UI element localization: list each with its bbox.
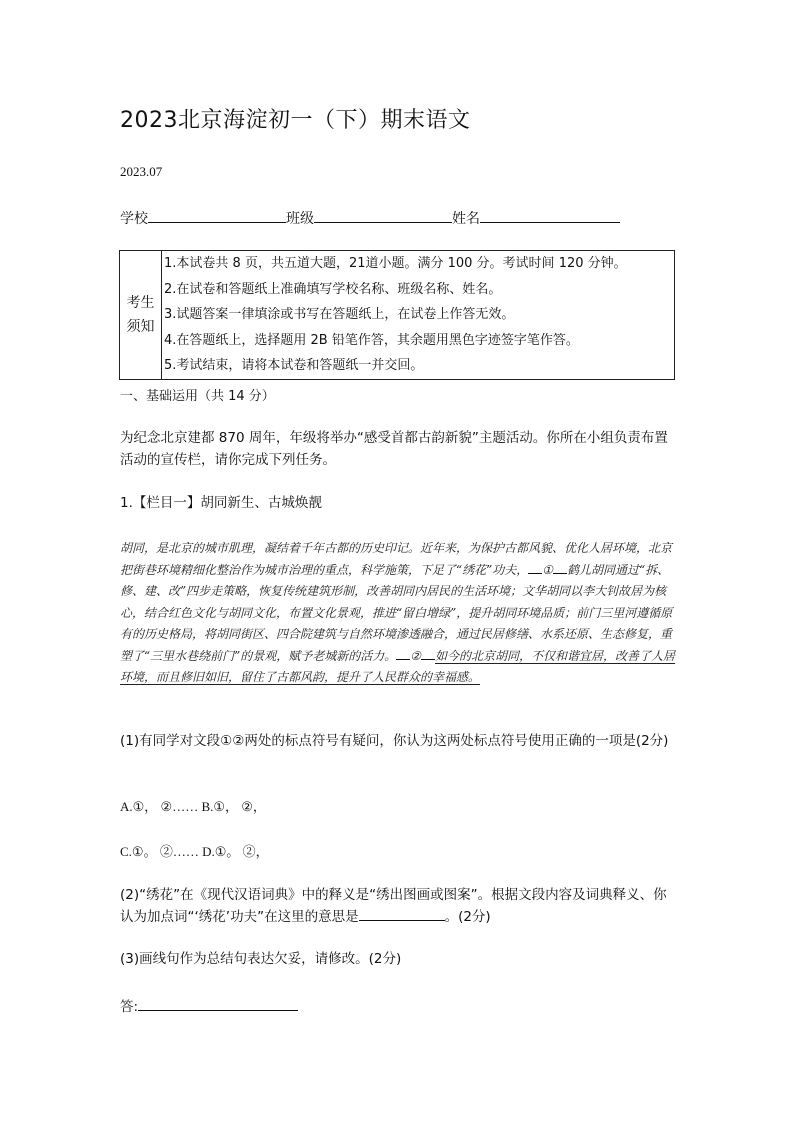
passage-mark-2: ②: [410, 648, 422, 663]
name-blank[interactable]: [480, 208, 620, 223]
notice-label: [120, 251, 162, 379]
question-1-2-text: (2)“绣花”在《现代汉语词典》中的释义是“绣出图画或图案”。根据文段内容及词典释义、你认为加点词“‘绣花’功夫”在这里的意思是: [120, 887, 667, 925]
question-1-1: (1)有同学对文段①②两处的标点符号有疑问，你认为这两处标点符号使用正确的一项是(2分): [120, 733, 669, 749]
punct-blank-2b: [421, 647, 435, 660]
notice-item: 4.在答题纸上，选择题用 2B 铅笔作答，其余题用黑色字迹签字笔作答。: [164, 332, 579, 348]
reading-passage: [120, 538, 680, 689]
underlined-sentence: 如今的北京胡同，不仅和谐宜居，改善了人居环境，而且修旧如旧，留住了古都风韵，提升了人民群众的幸福感。: [120, 648, 676, 684]
question-1-title: 1.【栏目一】胡同新生、古城焕靓: [120, 495, 322, 511]
answer-label: 答:: [120, 999, 139, 1015]
class-label: 班级: [286, 211, 314, 227]
exam-date: 2023.07: [120, 164, 163, 179]
page-title: 2023北京海淀初一（下）期末语文: [120, 108, 471, 133]
question-1-2: [120, 884, 680, 928]
punct-blank-2: [396, 647, 410, 660]
question-1-2-score: 。(2分): [444, 909, 491, 925]
name-label: 姓名: [452, 211, 480, 227]
notice-item: 3.试题答案一律填涂或书写在答题纸上，在试卷上作答无效。: [164, 307, 515, 323]
school-blank[interactable]: [148, 208, 286, 223]
notice-item: 5.考试结束，请将本试卷和答题纸一并交回。: [164, 358, 424, 374]
answer-line-1-3[interactable]: [138, 996, 298, 1011]
passage-part2: 鹤儿胡同通过“拆、修、建、改”四步走策略，恢复传统建筑形制，改善胡同内居民的生活环境；文华胡同以李大钊故居为核心，结合红色文化与胡同文化，布置文化景观，推进“留白增绿”，提升胡同环境品质；前门三里河遵循原有的历史格局，将胡同街区、四合院建筑与自然环境渗透融合，通过民居修缮、水系还原、生态修复，重塑了“三里水巷绕前门”的景观，赋予老城新的活力。: [120, 562, 673, 663]
answer-row: [120, 996, 680, 1018]
answer-blank-1-2[interactable]: [359, 908, 445, 921]
school-label: 学校: [120, 211, 148, 227]
notice-items: [162, 251, 674, 379]
punct-blank-1b: [553, 561, 567, 574]
notice-item: 1.本试卷共 8 页，共五道大题，21道小题。满分 100 分。考试时间 120 分钟。: [164, 256, 627, 271]
passage-part1: 胡同，是北京的城市肌理，凝结着千年古都的历史印记。近年来，为保护古都风貌、优化人居环境，北京把街巷环境精细化整治作为城市治理的重点，科学施策，下足了“绣花”功夫，: [120, 541, 673, 577]
passage-mark-1: ①: [542, 562, 554, 577]
question-1-3: (3)画线句作为总结句表达欠妥，请修改。(2分): [120, 951, 402, 967]
class-blank[interactable]: [314, 208, 452, 223]
section-heading: 一、基础运用（共 14 分）: [120, 389, 275, 404]
notice-label-line2: 须知: [126, 319, 155, 335]
exam-notice-box: [119, 250, 675, 380]
notice-label-line1: 考生: [126, 295, 155, 311]
student-info-fields: [120, 208, 620, 228]
punct-blank-1: [528, 561, 542, 574]
options-a-b: A.①， ②…… B.①， ②，: [120, 799, 266, 814]
options-c-d: C.①。 ②…… D.①。 ②，: [120, 844, 269, 859]
notice-item: 2.在试卷和答题纸上准确填写学校名称、班级名称、姓名。: [164, 281, 502, 297]
section-intro: 为纪念北京建都 870 周年，年级将举办“感受首都古韵新貌”主题活动。你所在小组负责布置活动的宣传栏，请你完成下列任务。: [120, 430, 668, 468]
